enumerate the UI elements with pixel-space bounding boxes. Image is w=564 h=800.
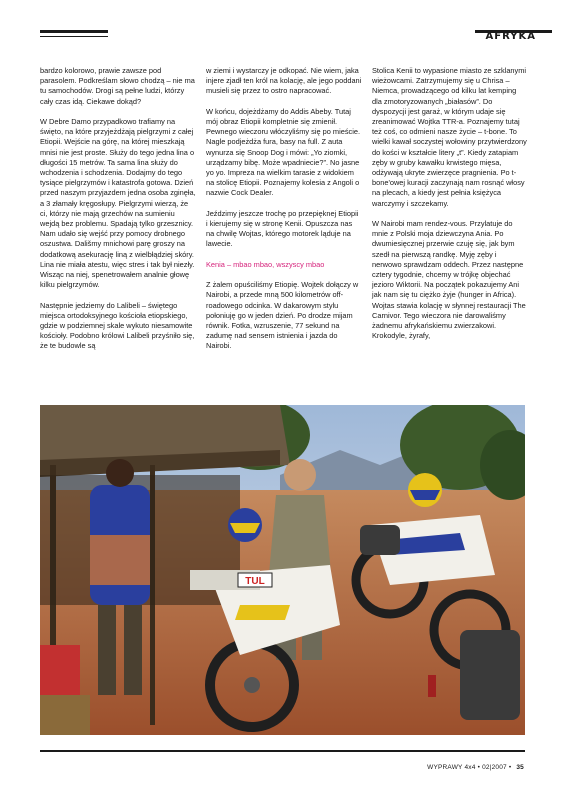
separator: • — [477, 764, 481, 771]
motorcycle-tank-stripe — [235, 605, 290, 620]
issue-number: 02|2007 — [482, 764, 507, 771]
travel-photo-motorcycles — [40, 405, 525, 735]
paragraph: Stolica Kenii to wypasione miasto ze szklanymi wieżowcami. Zatrzymujemy się u Chrisa – Niemca, prowadzącego od kilku lat kemping dla zmotoryzowanych „białasów”. Do dyspozycji jest garaż, w którym udaje się zreanimować Wojtka TTR-a. Poznajemy tutaj też coś, co odmieni nasze życie – t-bone. To wielki kawał soczystej wołowiny przytwierdzony do kości w kształcie litery „t”. Kiedy zatapiam zęby w gruby kawałku krwistego mięsa, odżywają ukryte zwierzęce pragnienia. Po t-bone'owej kuracji zaczynają nam rosnąć włosy na plecach, a kiedy jest pełnia księżyca warczymy i szczekamy. — [372, 66, 527, 208]
section-tag: AFRYKA — [485, 31, 536, 42]
paragraph: W końcu, dojeżdżamy do Addis Abeby. Tutaj mój obraz Etiopii kompletnie się zmienił. Pewnego wieczoru włóczyliśmy się po mieście. Nagle podjeżdża fura, basy na full. Z auta wynurza się Snoop Dog i mówi: „Yo ziomki, urządzamy bibę. Może wpadniecie?”. No jasne yo yo. Impreza na wielkim tarasie z widokiem na stolicę Etiopii. Poznajemy kolesia z Angoli o nazwie Cock Dealer. — [206, 106, 361, 198]
plate-text: TUL — [245, 576, 265, 587]
page-footer — [427, 764, 524, 771]
text-column-3 — [372, 66, 528, 352]
shirt-pattern — [90, 535, 150, 585]
basket — [40, 695, 90, 735]
pannier-bag — [360, 525, 400, 555]
paragraph: Następnie jedziemy do Lalibeli – świętego miejsca ortodoksyjnego kościoła etiopskiego, gdzie w podziemnej skale wykuto niesamowite kościoły. Podobno królowi Lalibeli przyśniło się, że te budowle są — [40, 300, 195, 351]
top-rule-left-thin — [40, 36, 108, 37]
paragraph: Z żalem opuściliśmy Etiopię. Wojtek dołączy w Nairobi, a przede mną 500 kilometrów off-roadowego odcinka. W dakarowym stylu połoniuję go w jeden dzień. Po drodze mijam równik. Fotka, wzruszenie, 77 sekund na zadumę nad sensem istnienia i jazda do Nairobi. — [206, 280, 359, 351]
top-rule-left — [40, 30, 108, 33]
person-leg — [98, 605, 116, 695]
paragraph: Jeździmy jeszcze trochę po przepięknej Etiopii i kierujemy się w stronę Kenii. Opuszcza nas na chwilę Wojtas, którego motorek ląduje na lawecie. — [206, 208, 359, 249]
page-number: 35 — [516, 764, 524, 771]
paragraph: w ziemi i wystarczy je odkopać. Nie wiem, jaka injere zjadł ten król na kolację, ale jego poddani musieli się przez to ostro napracować. — [206, 66, 362, 96]
paragraph: bardzo kolorowo, prawie zawsze pod parasolem. Podkreślam słowo chodzą – nie ma tu samochodów. Drogi są pełne ludzi, którzy cały czas idą. Ciekawe dokąd? — [40, 66, 195, 106]
person-leg — [124, 605, 142, 695]
section-subheading: Kenia – mbao mbao, wszyscy mbao — [206, 259, 325, 269]
person-head — [106, 459, 134, 487]
separator: • — [508, 764, 512, 771]
rider-head — [284, 459, 316, 491]
text-column-2 — [206, 66, 362, 362]
magazine-name: WYPRAWY 4x4 — [427, 764, 476, 771]
backpack — [460, 630, 520, 720]
paragraph: W Nairobi mam rendez-vous. Przylatuje do mnie z Polski moja dziewczyna Ania. Po dwumiesięcznej przerwie czuję się, jak bym szedł na pierwszą randkę. Myję zęby i nerwowo sprawdzam oddech. Przez następne cztery tygodnie, chcemy w trójkę objechać jezioro Wiktorii. Na początek pokazujemy Ani jak nam się tu ciężko żyje (hunger in Africa). Wojtas stawia kolację w słynnej restauracji The Carnivor. Tego wieczora nie darowaliśmy żadnemu afrykańskiemu zwierzakowi. Krokodyle, żyrafy, — [372, 219, 526, 341]
wheel-hub — [244, 677, 260, 693]
helmet-stripe — [230, 523, 260, 533]
photo-illustration — [40, 405, 525, 735]
helmet-stripe — [410, 490, 440, 500]
bottom-rule — [40, 750, 525, 752]
bottle — [428, 675, 436, 697]
text-column-1 — [40, 66, 196, 362]
paragraph: W Debre Damo przypadkowo trafiamy na święto, na które przyjeżdżają pielgrzymi z całej Etiopii. Wejście na górę, na której mieszkają mnisi nie jest proste. Służy do tego jedna lina o długości 15 metrów. Ta sama lina służy do wchodzenia i schodzenia. Dodajmy do tego tysiące pielgrzymów i katastrofa gotowa. Dzień przed naszym przyjazdem jedna osoba zginęła, a 3 złamały kręgosłupy. Pielgrzymi wierzą, że ci, którzy nie mają grzechów na sumieniu wejdą bez problemu. Spadają tylko grzesznicy. Nam udało się wejść przy pomocy drobnego oszustwa. Dališmy mnichowi parę groszy na dodatkową asekurację liną z wielbłądziej skóry. Lina nie miała atestu, więc stres i tak był niezły. Wisząc na niej, spenetrowałem analnie głowę kilku pielgrzymów. — [40, 117, 196, 290]
